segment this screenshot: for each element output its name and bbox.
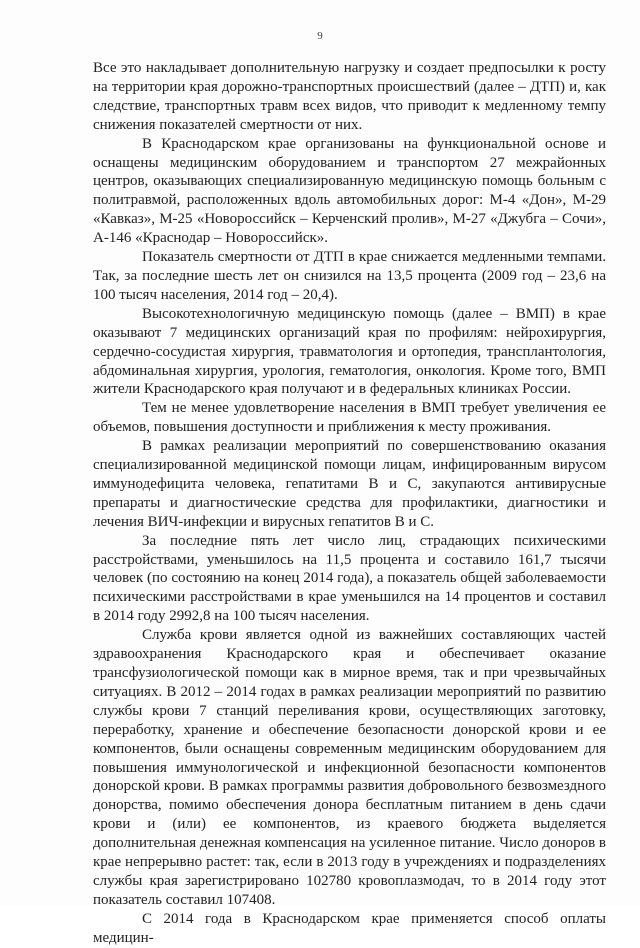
paragraph: Показатель смертности от ДТП в крае снижается медленными темпами. Так, за последние шесть лет он снизился на 13,5 процента (2009 год – 23,6 на 100 тысяч населения, 2014 год – 20,4).	[93, 249, 606, 303]
paragraph: Служба крови является одной из важнейших составляющих частей здравоохранения Краснодарского края и обеспечивает оказание трансфузиологической помощи как в мирное время, так и при чрезвычайных ситуациях. В 2012 – 2014 годах в рамках реализации мероприятий по развитию службы крови 7 станций переливания крови, осуществляющих заготовку, переработку, хранение и обеспечение безопасности донорской крови и ее компонентов, были оснащены современным медицинским оборудованием для повышения иммунологической и инфекционной безопасности компонентов донорской крови. В рамках программы развития добровольного безвозмездного донорства, помимо обеспечения донора бесплатным питанием в день сдачи крови и (или) ее компонентов, из краевого бюджета выделяется дополнительная денежная компенсация на усиленное питание. Число доноров в крае непрерывно растет: так, если в 2013 году в учреждениях и подразделениях службы края зарегистрировано 102780 кровоплазмодач, то в 2014 году этот показатель составил 107408.	[93, 627, 607, 908]
paragraph: Высокотехнологичную медицинскую помощь (далее – ВМП) в крае оказывают 7 медицинских организаций края по профилям: нейрохирургия, сердечно-сосудистая хирургия, травматология и ортопедия, трансплантология, абдоминальная хирургия, урология, гематология, онкология. Кроме того, ВМП жители Краснодарского края получают и в федеральных клиниках России.	[93, 305, 606, 398]
paragraph: Все это накладывает дополнительную нагрузку и создает предпосылки к росту на территории края дорожно-транспортных происшествий (далее – ДТП) и, как следствие, транспортных травм всех видов, что приводит к медленному темпу снижения показателей смертности от них.	[93, 60, 606, 133]
paragraph: В рамках реализации мероприятий по совершенствованию оказания специализированной медицинской помощи лицам, инфицированным вирусом иммунодефицита человека, гепатитами В и С, закупаются антивирусные препараты и диагностические средства для профилактики, диагностики и лечения ВИЧ-инфекции и вирусных гепатитов В и С.	[93, 438, 606, 530]
paragraph: Тем не менее удовлетворение населения в ВМП требует увеличения ее объемов, повышения доступности и приближения к месту проживания.	[93, 400, 606, 436]
document-body	[93, 59, 606, 948]
paragraph: За последние пять лет число лиц, страдающих психическими расстройствами, уменьшилось на 11,5 процента и составило 161,7 тысячи человек (по состоянию на конец 2014 года), а показатель общей заболеваемости психическими расстройствами в крае уменьшился на 14 процентов и составил в 2014 году 2992,8 на 100 тысяч населения.	[93, 532, 606, 625]
paragraph: С 2014 года в Краснодарском крае применяется способ оплаты медицин-	[93, 910, 606, 946]
paragraph: В Краснодарском крае организованы на функциональной основе и оснащены медицинским оборудованием и транспортом 27 межрайонных центров, оказывающих специализированную медицинскую помощь больным с политравмой, расположенных вдоль автомобильных дорог: М-4 «Дон», М-29 «Кавказ», М-25 «Новороссийск – Керченский пролив», М-27 «Джубга – Сочи», А-146 «Краснодар – Новороссийск».	[93, 135, 606, 247]
page-number: 9	[317, 30, 323, 42]
